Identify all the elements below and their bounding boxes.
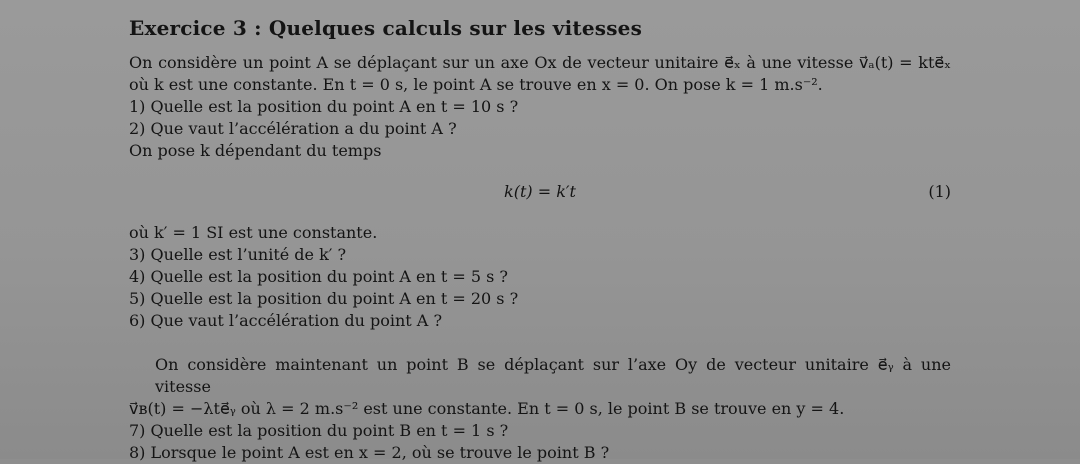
text-line: On considère maintenant un point B se déplaçant sur l’axe Oy de vecteur unitaire e⃗ᵧ à une vitesse [155,355,951,396]
paragraph-spacer [129,332,951,354]
question-7: 7) Quelle est la position du point B en t = 1 s ? [129,421,509,440]
paragraph-1 [129,52,951,162]
question-1: 1) Quelle est la position du point A en t = 10 s ? [129,97,519,116]
question-5: 5) Quelle est la position du point A en t = 20 s ? [129,289,519,308]
equation-number: (1) [928,182,951,201]
text-line: v⃗ʙ(t) = −λte⃗ᵧ où λ = 2 m.s⁻² est une constante. En t = 0 s, le point B se trouve en y = 4. [129,399,845,418]
equation-block [129,181,951,203]
question-8: 8) Lorsque le point A est en x = 2, où se trouve le point B ? [129,443,610,462]
question-6: 6) Que vaut l’accélération du point A ? [129,311,443,330]
text-line: où k′ = 1 SI est une constante. [129,223,378,242]
paragraph-3 [129,354,951,464]
exercise-content [129,14,951,464]
question-2: 2) Que vaut l’accélération a du point A ? [129,119,457,138]
text-line: où k est une constante. En t = 0 s, le point A se trouve en x = 0. On pose k = 1 m.s⁻². [129,75,823,94]
question-3: 3) Quelle est l’unité de k′ ? [129,245,347,264]
exercise-title: Exercice 3 : Quelques calculs sur les vitesses [129,16,643,40]
equation: k(t) = k′t [504,182,576,201]
text-line: On considère un point A se déplaçant sur un axe Ox de vecteur unitaire e⃗ₓ à une vitesse v⃗ₐ(t) = kte⃗ₓ [129,53,951,72]
paragraph-2 [129,222,951,332]
question-4: 4) Quelle est la position du point A en t = 5 s ? [129,267,508,286]
text-line: On pose k dépendant du temps [129,141,382,160]
